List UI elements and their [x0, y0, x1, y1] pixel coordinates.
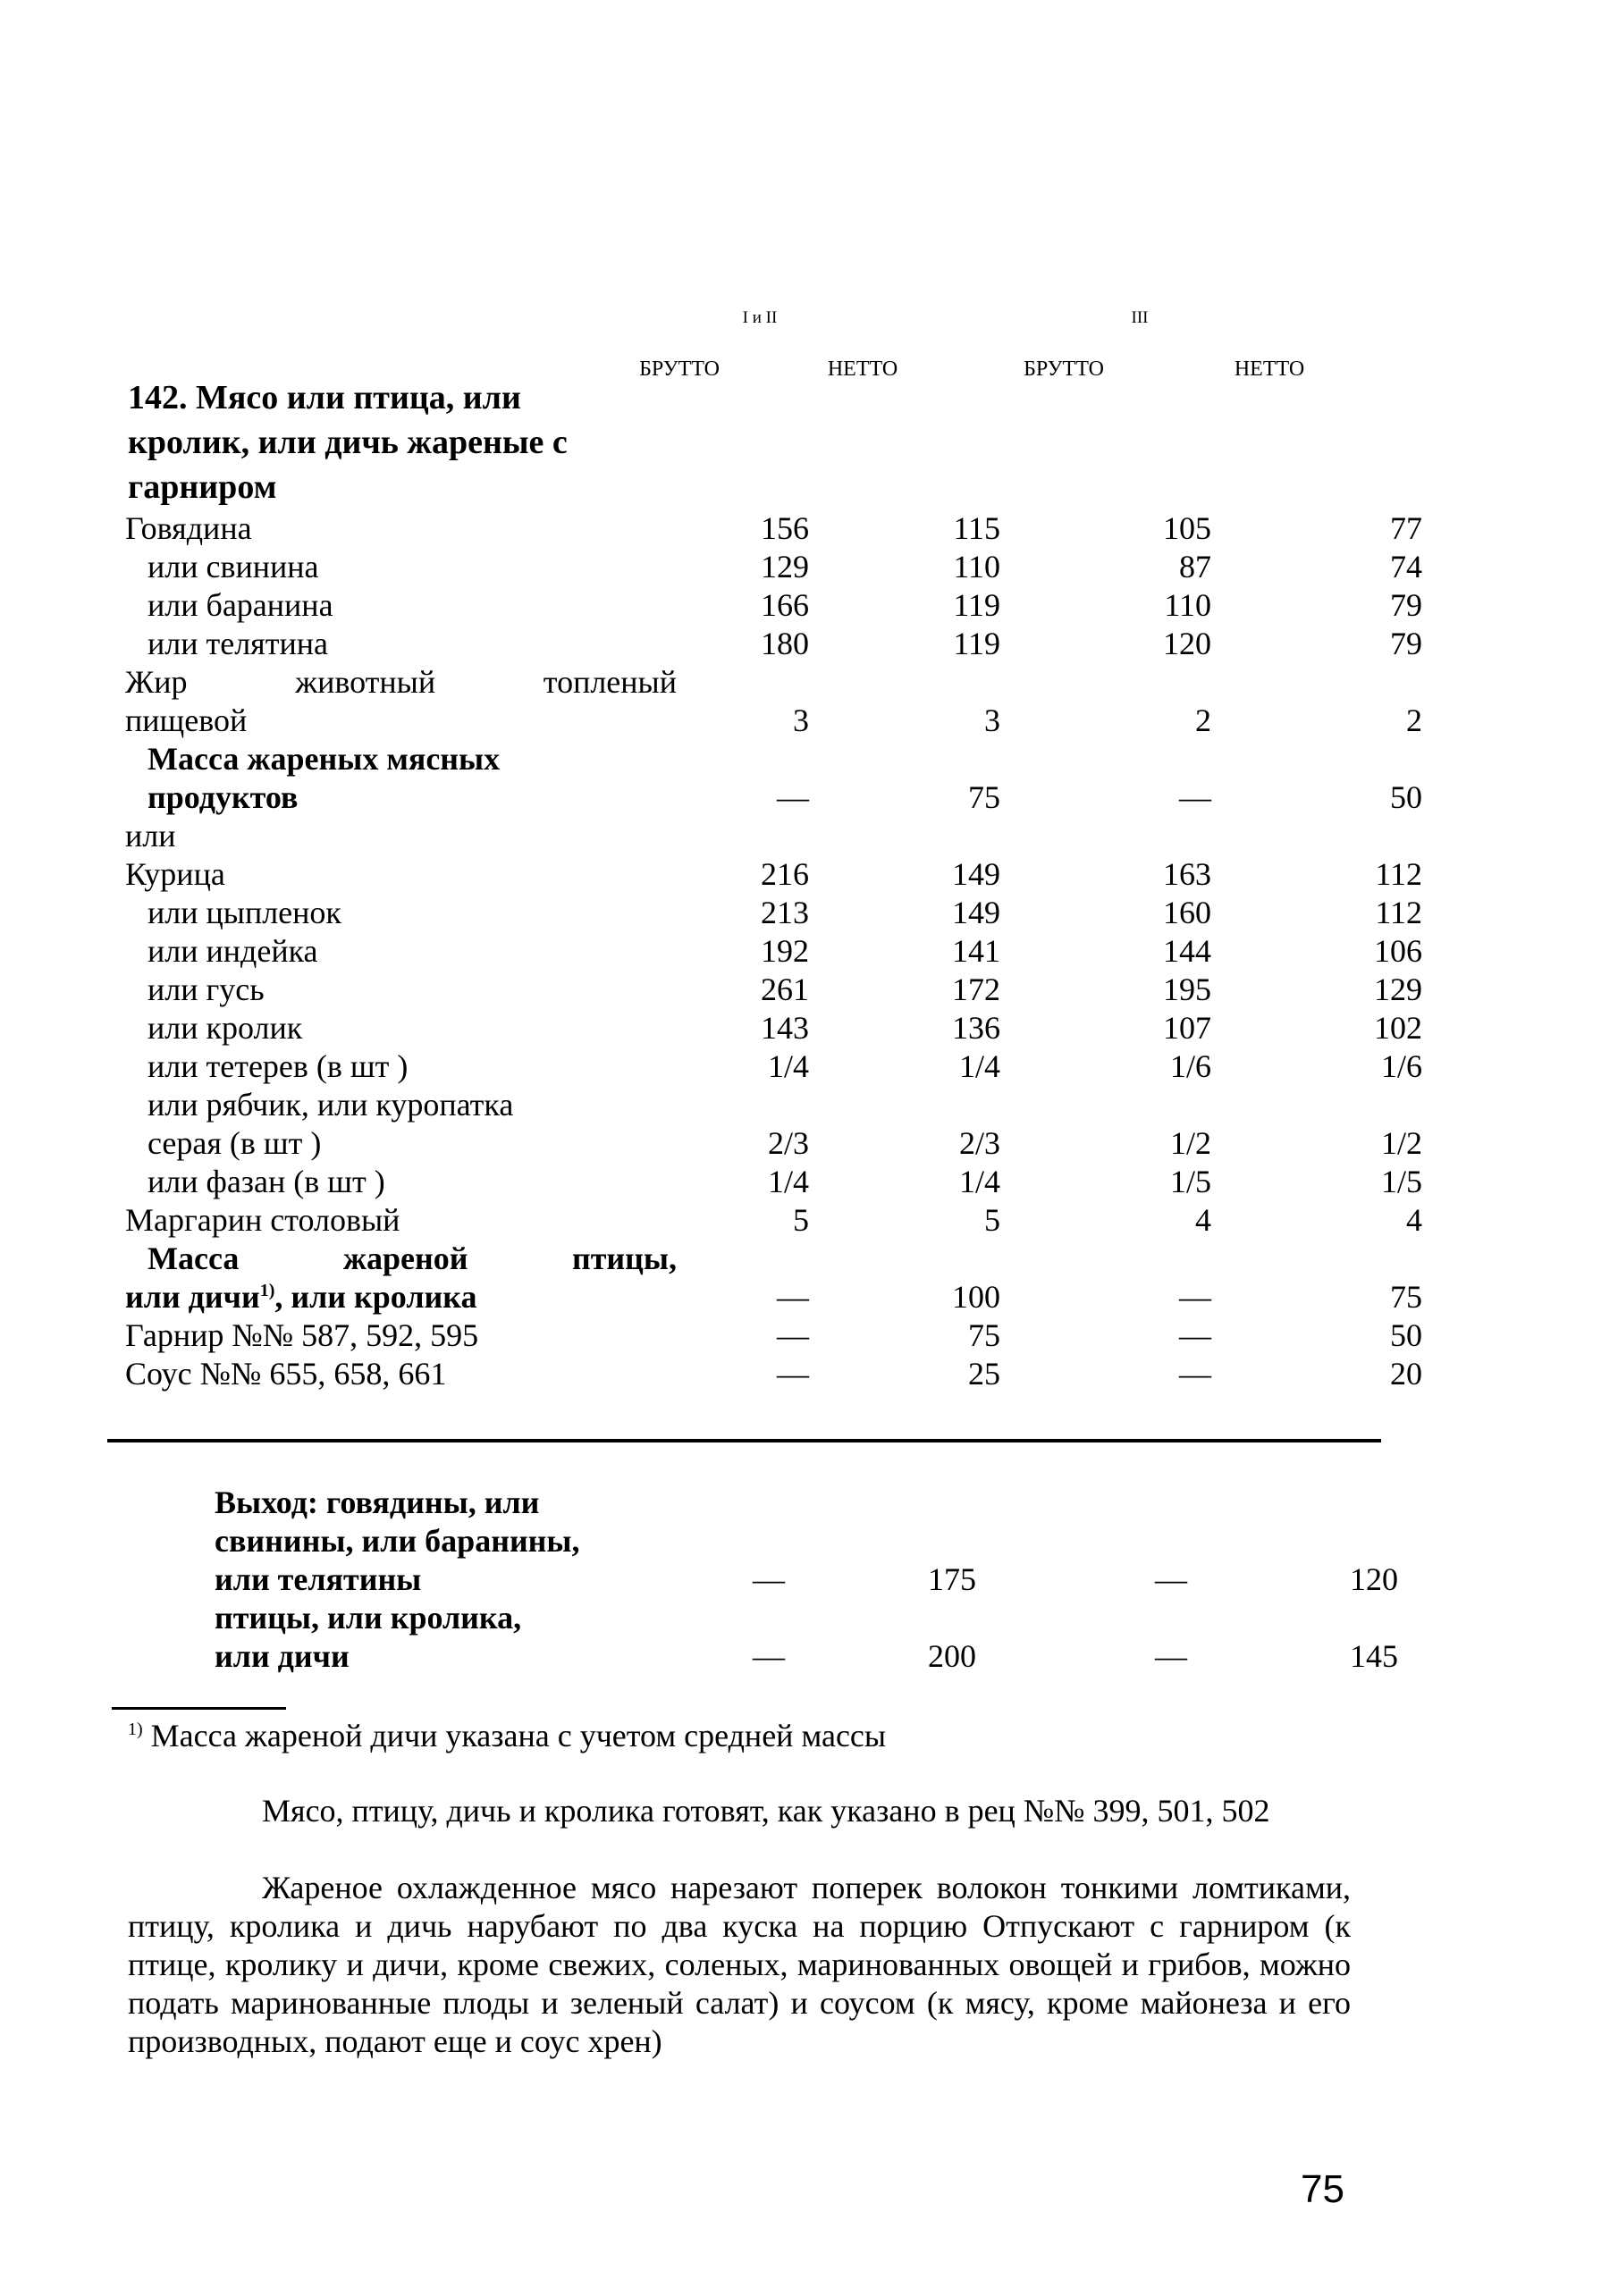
value-netto-2 — [1211, 817, 1422, 855]
value-netto-2: 1/2 — [1380, 1125, 1422, 1161]
ingredient-name: Масса жареных мясных — [147, 741, 501, 777]
value-brutto-2: — — [1155, 1561, 1187, 1597]
value-brutto-1 — [677, 663, 809, 702]
value-netto-2 — [1211, 1240, 1422, 1278]
value-netto-1: 172 — [952, 971, 1000, 1007]
value-netto-1: 5 — [984, 1202, 1000, 1238]
paragraph-preparation: Мясо, птицу, дичь и кролика готовят, как указано в рец №№ 399, 501, 502 — [262, 1793, 1270, 1829]
ingredient-name: Жир животный топленый — [125, 664, 677, 700]
value-brutto-2: 107 — [1163, 1010, 1211, 1046]
table-row — [125, 1009, 1422, 1047]
table-row — [125, 1201, 1422, 1240]
value-brutto-1: 1/4 — [767, 1164, 809, 1199]
ingredient-name: Маргарин столовый — [125, 1202, 400, 1238]
value-netto-2: 106 — [1374, 933, 1422, 969]
value-netto-2: 145 — [1350, 1638, 1398, 1674]
value-brutto-1: 3 — [793, 702, 809, 738]
value-netto-1: 1/4 — [958, 1048, 1000, 1084]
output-label: или дичи — [215, 1638, 350, 1674]
value-netto-2: 112 — [1375, 856, 1422, 892]
table-row — [125, 702, 1422, 740]
value-netto-2: 1/6 — [1380, 1048, 1422, 1084]
value-netto-1: 25 — [968, 1356, 1000, 1392]
value-netto-1: 110 — [953, 549, 1000, 585]
value-brutto-1: 156 — [761, 510, 809, 546]
value-netto-2: 75 — [1390, 1279, 1422, 1315]
column-header-netto-2: НЕТТО — [1234, 357, 1305, 381]
value-netto-2: 50 — [1390, 1317, 1422, 1353]
value-brutto-1 — [677, 740, 809, 778]
ingredient-name: или свинина — [147, 549, 319, 585]
table-row — [125, 1163, 1422, 1201]
ingredient-name: или гусь — [147, 971, 265, 1007]
value-brutto-2: 110 — [1164, 587, 1211, 623]
value-brutto-2 — [1000, 1240, 1211, 1278]
value-netto-1 — [809, 817, 1000, 855]
value-brutto-1: — — [777, 1279, 809, 1315]
table-row — [125, 855, 1422, 894]
value-netto-2: 102 — [1374, 1010, 1422, 1046]
output-label: или телятины — [215, 1561, 422, 1597]
table-row — [125, 971, 1422, 1009]
table-row — [125, 1355, 1422, 1393]
value-netto-2 — [1211, 1086, 1422, 1124]
value-brutto-2: — — [1179, 779, 1211, 815]
value-brutto-2 — [1000, 1086, 1211, 1124]
table-row — [215, 1599, 1398, 1637]
table-row — [125, 1047, 1422, 1086]
value-netto-2: 77 — [1390, 510, 1422, 546]
value-brutto-1: 129 — [761, 549, 809, 585]
value-brutto-2: 2 — [1195, 702, 1211, 738]
column-header-brutto-2: БРУТТО — [1024, 357, 1104, 381]
ingredient-name: продуктов — [147, 779, 299, 815]
ingredient-name: пищевой — [125, 702, 248, 738]
value-netto-1 — [785, 1599, 976, 1637]
footnote-divider — [112, 1707, 286, 1710]
table-row — [125, 778, 1422, 817]
table-row — [125, 932, 1422, 971]
table-row — [125, 586, 1422, 625]
value-netto-1: 75 — [968, 779, 1000, 815]
value-brutto-2: 144 — [1163, 933, 1211, 969]
value-netto-1: 119 — [953, 587, 1000, 623]
ingredient-name: или телятина — [147, 626, 328, 661]
value-brutto-2: 4 — [1195, 1202, 1211, 1238]
table-row — [215, 1484, 1398, 1522]
table-divider — [107, 1439, 1381, 1442]
ingredient-name: или цыпленок — [147, 895, 341, 930]
value-netto-2: 50 — [1390, 779, 1422, 815]
value-netto-1: 2/3 — [958, 1125, 1000, 1161]
value-brutto-1: 5 — [793, 1202, 809, 1238]
ingredient-name: Гарнир №№ 587, 592, 595 — [125, 1317, 479, 1353]
value-netto-1 — [809, 1240, 1000, 1278]
value-brutto-1: — — [777, 779, 809, 815]
ingredient-name: или фазан (в шт ) — [147, 1164, 385, 1199]
value-brutto-1: 216 — [761, 856, 809, 892]
table-row — [125, 625, 1422, 663]
table-row — [125, 509, 1422, 548]
value-netto-2: 20 — [1390, 1356, 1422, 1392]
value-brutto-1 — [677, 817, 809, 855]
output-label: птицы, или кролика, — [215, 1600, 522, 1636]
value-netto-1: 136 — [952, 1010, 1000, 1046]
value-brutto-1: 213 — [761, 895, 809, 930]
value-netto-2 — [1211, 740, 1422, 778]
value-brutto-2 — [976, 1522, 1187, 1560]
value-netto-1 — [809, 740, 1000, 778]
value-netto-1: 119 — [953, 626, 1000, 661]
ingredients-table — [125, 509, 1422, 1393]
value-brutto-2: 1/6 — [1169, 1048, 1211, 1084]
footnote — [128, 1716, 886, 1755]
value-brutto-2 — [976, 1484, 1187, 1522]
ingredient-name: или индейка — [147, 933, 318, 969]
footnote-text: Масса жареной дичи указана с учетом средней массы — [150, 1718, 887, 1754]
ingredient-name: Масса жареной птицы, — [147, 1241, 677, 1276]
recipe-title: 142. Мясо или птица, или кролик, или дичь жареные с гарниром — [128, 379, 568, 506]
value-netto-1 — [809, 1086, 1000, 1124]
value-brutto-2 — [1000, 663, 1211, 702]
value-netto-2 — [1187, 1599, 1398, 1637]
ingredient-name-end: , или кролика — [274, 1279, 477, 1315]
value-brutto-1: — — [753, 1561, 785, 1597]
value-brutto-1 — [677, 1086, 809, 1124]
ingredient-name: или рябчик, или куропатка — [147, 1087, 514, 1123]
value-brutto-2: 120 — [1163, 626, 1211, 661]
value-brutto-1: 261 — [761, 971, 809, 1007]
value-brutto-1: 1/4 — [767, 1048, 809, 1084]
group-header-2: III — [1131, 308, 1149, 327]
table-row — [125, 1278, 1422, 1316]
value-netto-1 — [785, 1522, 976, 1560]
table-row — [125, 1086, 1422, 1124]
value-netto-2: 74 — [1390, 549, 1422, 585]
ingredient-name-start: или дичи — [125, 1279, 260, 1315]
value-brutto-1: — — [777, 1317, 809, 1353]
table-row — [125, 1240, 1422, 1278]
value-netto-1: 1/4 — [958, 1164, 1000, 1199]
value-brutto-1 — [653, 1522, 785, 1560]
value-netto-1 — [809, 663, 1000, 702]
value-brutto-2 — [1000, 740, 1211, 778]
value-netto-2: 79 — [1390, 626, 1422, 661]
ingredient-name: Курица — [125, 856, 225, 892]
value-brutto-2 — [976, 1599, 1187, 1637]
value-brutto-2: — — [1179, 1317, 1211, 1353]
ingredient-name: или кролик — [147, 1010, 303, 1046]
value-netto-1: 3 — [984, 702, 1000, 738]
column-header-brutto-1: БРУТТО — [639, 357, 720, 381]
table-row — [215, 1637, 1398, 1676]
ingredient-name: Говядина — [125, 510, 252, 546]
value-brutto-1: 192 — [761, 933, 809, 969]
value-netto-1: 141 — [952, 933, 1000, 969]
value-netto-2: 4 — [1406, 1202, 1422, 1238]
value-brutto-2: — — [1155, 1638, 1187, 1674]
value-netto-2: 79 — [1390, 587, 1422, 623]
value-netto-2: 1/5 — [1380, 1164, 1422, 1199]
value-netto-1: 175 — [928, 1561, 976, 1597]
value-netto-1 — [785, 1484, 976, 1522]
value-netto-1: 115 — [953, 510, 1000, 546]
table-row — [215, 1560, 1398, 1599]
value-netto-1: 100 — [952, 1279, 1000, 1315]
footnote-marker: 1) — [259, 1281, 275, 1300]
value-netto-1: 200 — [928, 1638, 976, 1674]
ingredient-name — [125, 1278, 677, 1316]
value-netto-2 — [1187, 1484, 1398, 1522]
value-netto-2: 112 — [1375, 895, 1422, 930]
value-brutto-2: 1/2 — [1169, 1125, 1211, 1161]
value-brutto-2: 195 — [1163, 971, 1211, 1007]
value-brutto-1: 2/3 — [767, 1125, 809, 1161]
value-brutto-1: 180 — [761, 626, 809, 661]
value-brutto-1 — [653, 1484, 785, 1522]
value-brutto-2: 160 — [1163, 895, 1211, 930]
value-netto-2: 120 — [1350, 1561, 1398, 1597]
value-brutto-1: — — [753, 1638, 785, 1674]
value-netto-2 — [1211, 663, 1422, 702]
group-header-1: I и II — [742, 308, 778, 327]
output-label: Выход: говядины, или — [215, 1484, 540, 1520]
ingredient-name: или баранина — [147, 587, 333, 623]
table-row — [125, 740, 1422, 778]
value-brutto-1: 166 — [761, 587, 809, 623]
value-netto-2: 2 — [1406, 702, 1422, 738]
value-brutto-1 — [653, 1599, 785, 1637]
value-brutto-1: — — [777, 1356, 809, 1392]
table-row — [125, 1316, 1422, 1355]
column-header-netto-1: НЕТТО — [827, 357, 898, 381]
value-netto-1: 75 — [968, 1317, 1000, 1353]
page-number: 75 — [1301, 2167, 1344, 2211]
value-netto-1: 149 — [952, 895, 1000, 930]
value-netto-1: 149 — [952, 856, 1000, 892]
value-brutto-2: — — [1179, 1279, 1211, 1315]
value-brutto-2: 163 — [1163, 856, 1211, 892]
ingredient-name: или тетерев (в шт ) — [147, 1048, 409, 1084]
value-brutto-2: 105 — [1163, 510, 1211, 546]
value-brutto-2: 1/5 — [1169, 1164, 1211, 1199]
table-row — [125, 817, 1422, 855]
value-brutto-1: 143 — [761, 1010, 809, 1046]
value-netto-2: 129 — [1374, 971, 1422, 1007]
table-row — [125, 1124, 1422, 1163]
value-brutto-2: 87 — [1179, 549, 1211, 585]
footnote-marker: 1) — [128, 1720, 143, 1739]
value-brutto-2: — — [1179, 1356, 1211, 1392]
table-row — [215, 1522, 1398, 1560]
output-table — [215, 1484, 1398, 1676]
table-row — [125, 548, 1422, 586]
output-label: свинины, или баранины, — [215, 1523, 580, 1559]
value-brutto-1 — [677, 1240, 809, 1278]
table-row — [125, 894, 1422, 932]
ingredient-name: серая (в шт ) — [147, 1125, 322, 1161]
value-brutto-2 — [1000, 817, 1211, 855]
table-row — [125, 663, 1422, 702]
paragraph-serving: Жареное охлажденное мясо нарезают поперек волокон тонкими ломтиками, птицу, кролика и дичь нарубают по два куска на порцию Отпускают с гарниром (к птице, кролику и дичи, кроме свежих, соленых, маринованных овощей и грибов, можно подать маринованные плоды и зеленый салат) и соусом (к мясу, кроме майонеза и его производных, подают еще и соус хрен) — [128, 1870, 1351, 2059]
ingredient-name: Соус №№ 655, 658, 661 — [125, 1356, 447, 1392]
ingredient-name: или — [125, 818, 176, 854]
value-netto-2 — [1187, 1522, 1398, 1560]
